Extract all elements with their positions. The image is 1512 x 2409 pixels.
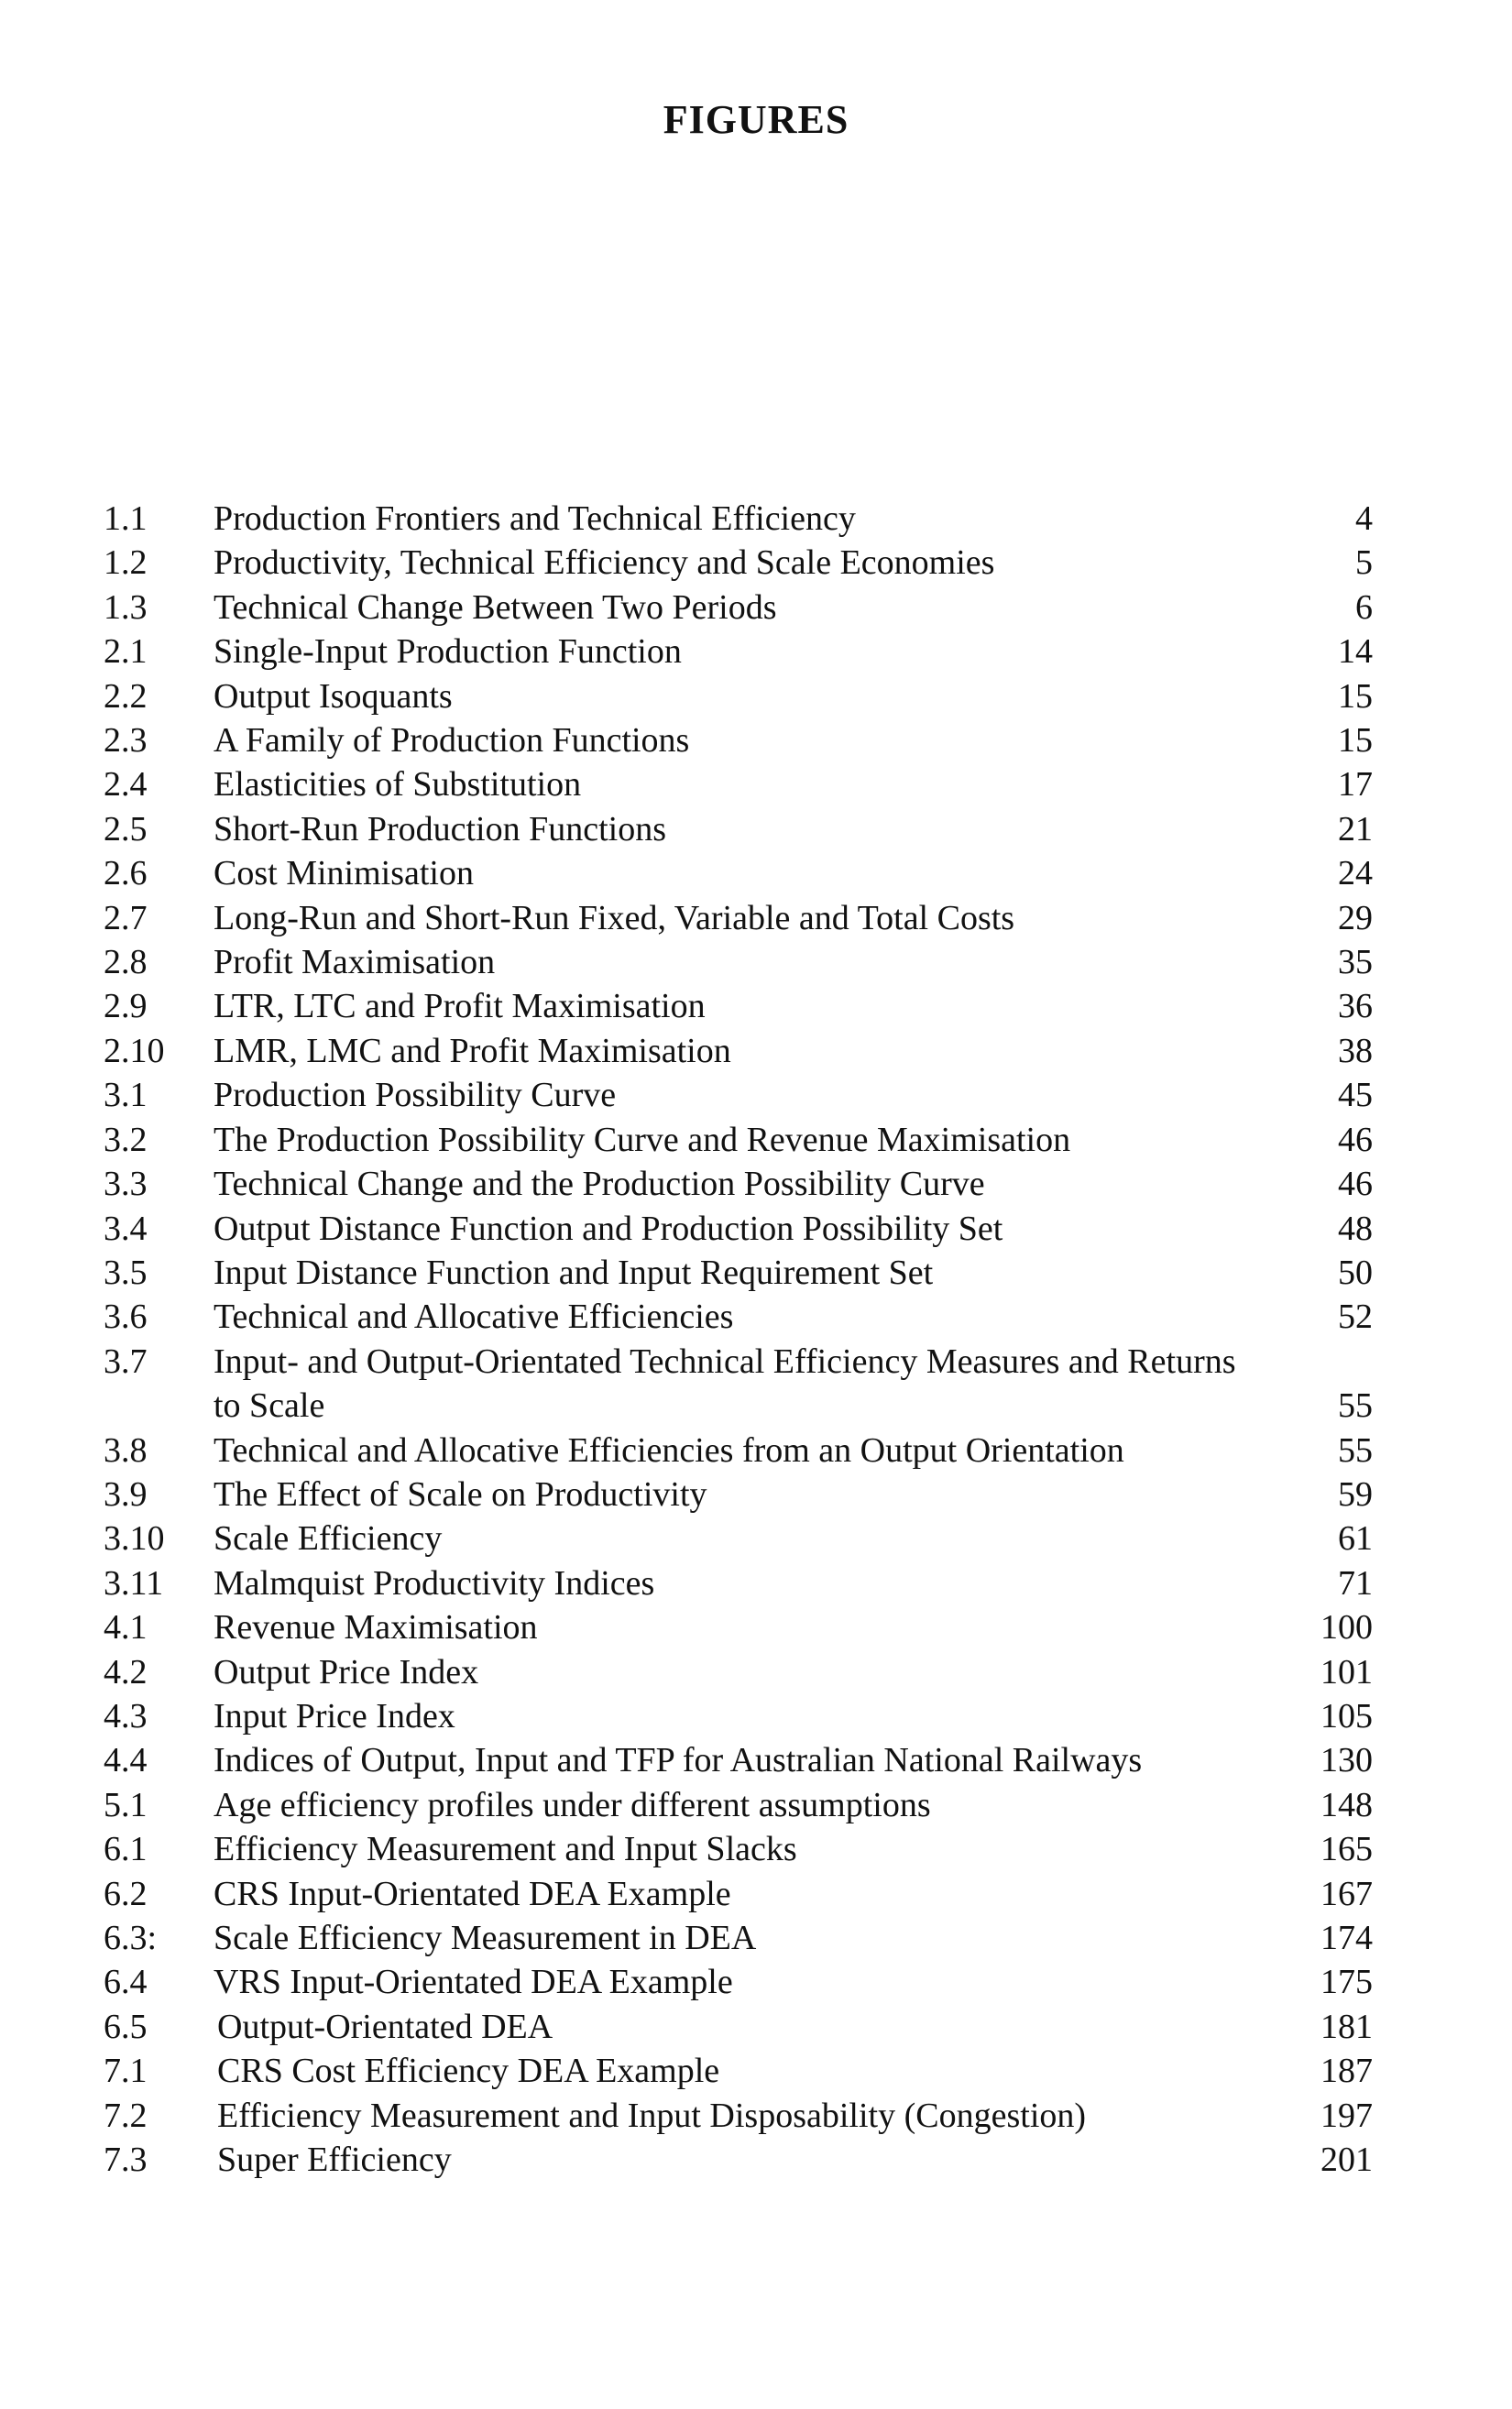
- figure-number: 6.3:: [104, 1919, 158, 1957]
- figure-number: 3.5: [104, 1253, 148, 1292]
- figure-number: 3.10: [104, 1519, 165, 1559]
- figure-number: 7.2: [104, 2096, 148, 2135]
- figure-page-number: 5: [1355, 543, 1373, 583]
- figure-entry[interactable]: [104, 1073, 1373, 1117]
- figure-entry[interactable]: [104, 630, 1373, 673]
- figure-entry[interactable]: [104, 1650, 1373, 1694]
- figure-title: LMR, LMC and Profit Maximisation: [214, 1031, 731, 1070]
- figure-page-number: 197: [1320, 2096, 1373, 2135]
- figure-page-number: 35: [1338, 943, 1373, 982]
- figure-number: 2.5: [104, 809, 148, 849]
- figure-entry[interactable]: [104, 2005, 1373, 2049]
- figure-page-number: 105: [1320, 1696, 1373, 1736]
- figure-title: Profit Maximisation: [214, 943, 496, 982]
- figure-page-number: 167: [1320, 1874, 1373, 1913]
- figure-entry[interactable]: [104, 1295, 1373, 1339]
- figure-page-number: 46: [1338, 1120, 1373, 1159]
- figure-page-number: 6: [1355, 587, 1373, 627]
- figure-entry[interactable]: [104, 762, 1373, 806]
- figure-number: 6.2: [104, 1874, 148, 1913]
- figure-page-number: 71: [1338, 1563, 1373, 1603]
- figure-title: CRS Cost Efficiency DEA Example: [217, 2052, 720, 2091]
- figure-page-number: 4: [1355, 499, 1373, 538]
- figure-number: 3.1: [104, 1076, 148, 1115]
- figure-title: Output-Orientated DEA: [217, 2007, 553, 2046]
- figure-page-number: 38: [1338, 1031, 1373, 1070]
- figure-number: 4.3: [104, 1696, 148, 1736]
- figure-title: Technical Change and the Production Possibility Curve: [214, 1165, 985, 1204]
- figure-page-number: 15: [1338, 676, 1373, 716]
- figure-title: Malmquist Productivity Indices: [214, 1563, 655, 1603]
- figure-page-number: 55: [1338, 1430, 1373, 1470]
- figure-entry[interactable]: [104, 1429, 1373, 1473]
- figure-page-number: 61: [1338, 1519, 1373, 1559]
- figure-entry[interactable]: [104, 2049, 1373, 2093]
- figure-number: 2.1: [104, 632, 148, 672]
- figure-title: Elasticities of Substitution: [214, 765, 582, 805]
- figure-page-number: 174: [1320, 1919, 1373, 1957]
- figure-entry[interactable]: [104, 896, 1373, 940]
- figure-page-number: 21: [1338, 809, 1373, 849]
- figure-entry[interactable]: [104, 1162, 1373, 1206]
- figure-title: Output Price Index: [214, 1652, 479, 1692]
- figure-title: Output Distance Function and Production Possibility Set: [214, 1209, 1003, 1248]
- figure-title: Short-Run Production Functions: [214, 809, 667, 849]
- figure-number: 3.4: [104, 1209, 148, 1248]
- figure-title: Cost Minimisation: [214, 854, 474, 893]
- figure-title: Scale Efficiency Measurement in DEA: [214, 1919, 757, 1957]
- figure-entry[interactable]: [104, 541, 1373, 585]
- figure-entry[interactable]: [104, 940, 1373, 984]
- figure-page-number: 181: [1320, 2007, 1373, 2046]
- figure-title: The Effect of Scale on Productivity: [214, 1474, 707, 1514]
- figure-title: Input Price Index: [214, 1696, 455, 1736]
- figure-entry[interactable]: [104, 807, 1373, 851]
- figure-entry[interactable]: [104, 1029, 1373, 1073]
- figure-title: Output Isoquants: [214, 676, 453, 716]
- figure-page-number: 175: [1320, 1963, 1373, 2002]
- figure-page-number: 100: [1320, 1608, 1373, 1648]
- figure-number: 3.3: [104, 1165, 148, 1204]
- figure-number: 4.1: [104, 1608, 148, 1648]
- figure-title: VRS Input-Orientated DEA Example: [214, 1963, 733, 2002]
- figure-number: 3.6: [104, 1298, 148, 1337]
- figure-number: 2.9: [104, 987, 148, 1026]
- figure-number: 2.6: [104, 854, 148, 893]
- figure-number: 4.2: [104, 1652, 148, 1692]
- figure-title: Single-Input Production Function: [214, 632, 682, 672]
- figure-page-number: 55: [1338, 1386, 1373, 1426]
- figure-entry[interactable]: [104, 1960, 1373, 2004]
- figures-list: [104, 497, 1373, 2182]
- figure-title: Age efficiency profiles under different assumptions: [214, 1785, 931, 1824]
- figure-title: Long-Run and Short-Run Fixed, Variable and Total Costs: [214, 898, 1015, 937]
- figure-number: 3.8: [104, 1430, 148, 1470]
- figure-entry[interactable]: [104, 718, 1373, 762]
- figure-entry[interactable]: [104, 1473, 1373, 1517]
- figure-page-number: 15: [1338, 721, 1373, 761]
- figure-page-number: 36: [1338, 987, 1373, 1026]
- figure-entry[interactable]: [104, 1872, 1373, 1916]
- figure-entry[interactable]: [104, 586, 1373, 630]
- figure-number: 2.8: [104, 943, 148, 982]
- figure-number: 5.1: [104, 1785, 148, 1824]
- figure-entry[interactable]: [104, 984, 1373, 1028]
- figure-title-continuation: to Scale: [214, 1386, 325, 1426]
- figure-title: Production Possibility Curve: [214, 1076, 617, 1115]
- figure-entry[interactable]: [104, 1517, 1373, 1560]
- figure-number: 4.4: [104, 1741, 148, 1780]
- figure-number: 2.7: [104, 898, 148, 937]
- figure-title: Input- and Output-Orientated Technical Efficiency Measures and Returns: [214, 1341, 1236, 1381]
- figure-title: Production Frontiers and Technical Efficiency: [214, 499, 856, 538]
- figure-entry[interactable]: [104, 1207, 1373, 1251]
- figure-title: Scale Efficiency: [214, 1519, 443, 1559]
- figure-page-number: 45: [1338, 1076, 1373, 1115]
- figure-page-number: 165: [1320, 1830, 1373, 1869]
- figure-title: Efficiency Measurement and Input Disposability (Congestion): [217, 2096, 1087, 2135]
- figure-title: Technical and Allocative Efficiencies from an Output Orientation: [214, 1430, 1124, 1470]
- figure-page-number: 17: [1338, 765, 1373, 805]
- figure-page-number: 59: [1338, 1474, 1373, 1514]
- figure-title: A Family of Production Functions: [214, 721, 690, 761]
- figure-number: 1.1: [104, 499, 148, 538]
- figure-number: 7.1: [104, 2052, 148, 2091]
- figure-number: 6.5: [104, 2007, 148, 2046]
- figure-page-number: 46: [1338, 1165, 1373, 1204]
- figure-entry[interactable]: [104, 1738, 1373, 1782]
- figure-number: 7.3: [104, 2141, 148, 2180]
- figure-title: The Production Possibility Curve and Revenue Maximisation: [214, 1120, 1071, 1159]
- figure-entry[interactable]: [104, 1694, 1373, 1738]
- figure-title: Revenue Maximisation: [214, 1608, 538, 1648]
- figure-entry[interactable]: [104, 1118, 1373, 1162]
- figure-page-number: 101: [1320, 1652, 1373, 1692]
- figure-page-number: 29: [1338, 898, 1373, 937]
- figure-entry[interactable]: [104, 497, 1373, 541]
- figure-entry[interactable]: [104, 1827, 1373, 1871]
- figure-number: 6.4: [104, 1963, 148, 2002]
- figure-number: 1.2: [104, 543, 148, 583]
- figure-number: 3.7: [104, 1341, 148, 1381]
- figure-number: 2.10: [104, 1031, 165, 1070]
- figure-entry[interactable]: [104, 2138, 1373, 2182]
- figure-page-number: 52: [1338, 1298, 1373, 1337]
- figure-entry[interactable]: [104, 1340, 1373, 1429]
- figure-entry[interactable]: [104, 1916, 1373, 1960]
- figure-number: 6.1: [104, 1830, 148, 1869]
- figure-number: 2.2: [104, 676, 148, 716]
- figure-entry[interactable]: [104, 674, 1373, 718]
- figure-entry[interactable]: [104, 1561, 1373, 1605]
- figure-title: Efficiency Measurement and Input Slacks: [214, 1830, 797, 1869]
- figure-title: LTR, LTC and Profit Maximisation: [214, 987, 706, 1026]
- figure-title: CRS Input-Orientated DEA Example: [214, 1874, 731, 1913]
- page-title: FIGURES: [663, 97, 849, 142]
- figure-title: Input Distance Function and Input Requirement Set: [214, 1253, 934, 1292]
- figure-number: 2.3: [104, 721, 148, 761]
- figure-title: Indices of Output, Input and TFP for Australian National Railways: [214, 1741, 1143, 1780]
- figure-number: 2.4: [104, 765, 148, 805]
- figure-title: Super Efficiency: [217, 2141, 452, 2180]
- figure-number: 3.11: [104, 1563, 164, 1603]
- figure-entry[interactable]: [104, 1605, 1373, 1649]
- figure-entry[interactable]: [104, 1251, 1373, 1295]
- figure-entry[interactable]: [104, 2094, 1373, 2138]
- figure-number: 3.2: [104, 1120, 148, 1159]
- figure-page-number: 24: [1338, 854, 1373, 893]
- figure-title: Technical Change Between Two Periods: [214, 587, 777, 627]
- figure-page-number: 130: [1320, 1741, 1373, 1780]
- figure-number: 1.3: [104, 587, 148, 627]
- figure-page-number: 50: [1338, 1253, 1373, 1292]
- figure-entry[interactable]: [104, 851, 1373, 895]
- figure-title: Technical and Allocative Efficiencies: [214, 1298, 734, 1337]
- figure-page-number: 48: [1338, 1209, 1373, 1248]
- figure-title: Productivity, Technical Efficiency and Scale Economies: [214, 543, 995, 583]
- figure-page-number: 201: [1320, 2141, 1373, 2180]
- figure-page-number: 187: [1320, 2052, 1373, 2091]
- figure-entry[interactable]: [104, 1783, 1373, 1827]
- figure-page-number: 14: [1338, 632, 1373, 672]
- figure-page-number: 148: [1320, 1785, 1373, 1824]
- figure-number: 3.9: [104, 1474, 148, 1514]
